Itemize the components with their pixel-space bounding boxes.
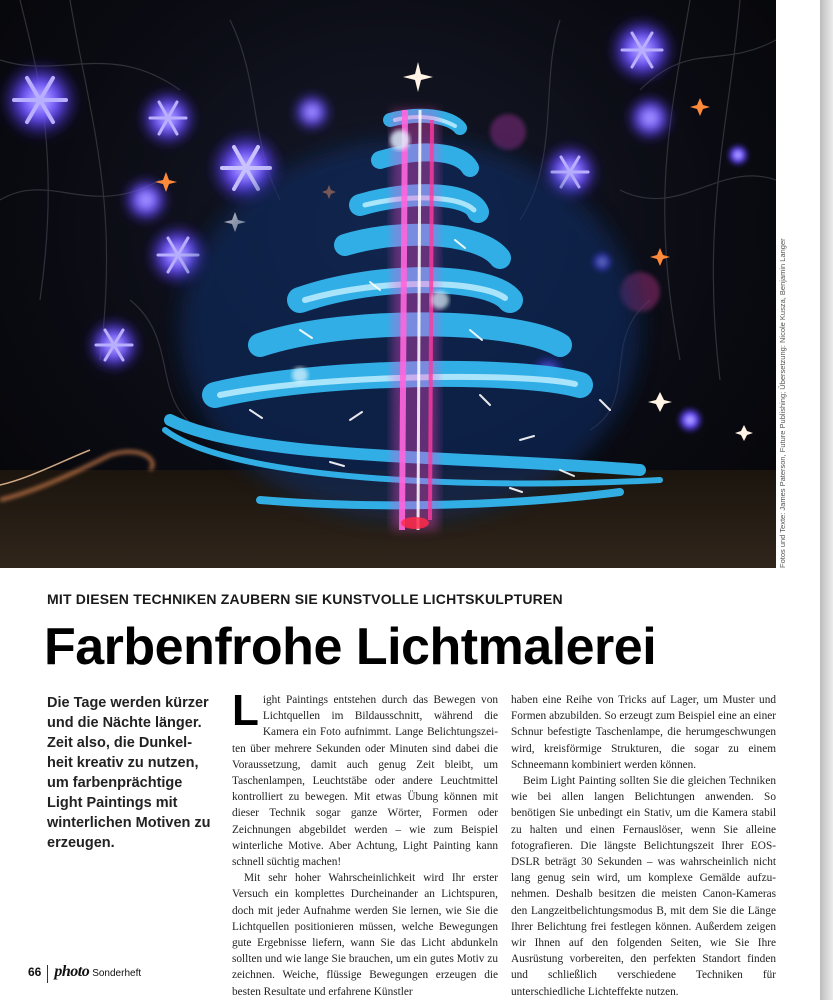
body-paragraph: Light Paintings entstehen durch das Bewegen von Lichtquellen im Bildausschnitt, während die Kamera ein Foto aufnimmt. Lange Belichtungszeiten über mehrere Sekunden oder Minuten sind dabei die Voraussetzung, damit auch genug Zeit bleibt, um Taschenlampen, Leuchtstäbe oder andere Leuchtmittel kontrolliert zu bewegen. Mit etwas Übung können mit dieser Technik sogar ganze Wörter, Formen oder Zeichnungen abgebildet werden – wie zum Beispiel winterliche Motive. Aber Achtung, Light Painting kann schnell süchtig machen!	[232, 686, 498, 869]
body-paragraph: haben eine Reihe von Tricks auf Lager, um Muster und Formen abzubilden. So erzeugt zum Beispiel eine an einer Schnur befestigte Taschenlampe, die herumgeschwungen wird, kreisförmige Strukturen, die sogar zu einem Schneemann kombiniert werden können.	[511, 694, 776, 771]
article-title: Farbenfrohe Lichtmalerei	[44, 618, 657, 676]
photo-credit: Fotos und Texte: James Paterson, Future Publishing; Übersetzung: Nicole Kusza, Benjamin Langer	[778, 238, 787, 568]
body-column-1	[232, 686, 498, 1000]
body-paragraph: Beim Light Painting sollten Sie die gleichen Techniken wie bei allen langen Belichtungen anwenden. So benötigen Sie unbedingt ein Stativ, um die Kamera stabil zu halten und einen Fernauslöser, wenn Sie alleine fotografieren. Die längste Belichtungszeit Ihrer EOS-DSLR beträgt 30 Sekunden – was wahrscheinlich nicht lang genug sein wird, um komplexe Gemälde aufzunehmen. Deshalb besitzen die meisten Canon-Kameras den Langzeitbelichtungsmodus B, mit dem Sie die Länge Ihrer Belichtung frei festlegen können. Außerdem zeigen wir Ihnen auf den folgenden Seiten, wie Sie Ihre Ausrüstung vorbereiten, den perfekten Standort finden und schließlich verschiedene Techniken für unterschiedliche Lichteffekte nutzen.	[511, 775, 776, 998]
drop-cap: L	[232, 686, 259, 735]
body-paragraph: Mit sehr hoher Wahrscheinlichkeit wird Ihr erster Versuch ein komplettes Durcheinander an Lichtspuren, doch mit jeder Aufnahme werden Sie lernen, wie Sie die Lichtquellen positionieren müssen, welche Bewegungen gute Ergebnisse liefern, wann Sie das Licht abdunkeln sollten und wie lange Sie brauchen, um ein gutes Motiv zu zeichnen. Weiche, flüssige Bewegungen erzeugen die besten Resultate und erfahrene Künstler	[232, 872, 498, 998]
article-kicker: MIT DIESEN TECHNIKEN ZAUBERN SIE KUNSTVOLLE LICHTSKULPTUREN	[47, 591, 563, 607]
page-number: 66	[28, 965, 42, 979]
footer-divider	[47, 965, 48, 983]
magazine-logo: photo	[54, 963, 90, 980]
body-column-2	[511, 692, 776, 1000]
next-page-edge	[820, 0, 833, 1000]
edition-label: Sonderheft	[92, 968, 142, 979]
page-footer	[28, 963, 141, 985]
article-intro: Die Tage werden kürzer und die Nächte länger. Zeit also, die Dunkelheit kreativ zu nutzen, um farbenprächtige Light Paintings mit winterlichen Motiven zu erzeugen.	[47, 695, 211, 851]
